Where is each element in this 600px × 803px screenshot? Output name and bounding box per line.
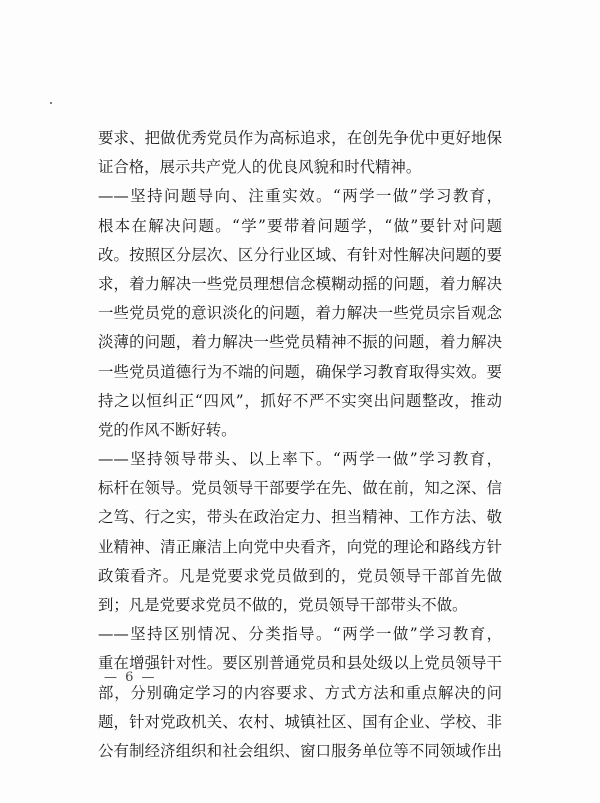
page-number: — 6 — [104,670,157,685]
text-line: 改。按照区分层次、区分行业区域、有针对性解决问题的要 [98,245,502,264]
text-line: 之笃、行之实，带头在政治定力、担当精神、工作方法、敬 [98,508,502,527]
text-line: 业精神、清正廉洁上向党中央看齐，向党的理论和路线方针 [98,537,502,556]
text-line: 持之以恒纠正“四风”，抓好不严不实突出问题整改，推动 [98,391,502,410]
text-line: 部，分别确定学习的内容要求、方式方法和重点解决的问 [98,683,502,702]
text-line: 求，着力解决一些党员理想信念模糊动摇的问题，着力解决 [98,274,502,293]
section-heading-line: ——坚持区别情况、分类指导。“两学一做”学习教育， [98,625,502,644]
text-line: 标杆在领导。党员领导干部要学在先、做在前，知之深、信 [98,479,502,498]
section-heading-line: ——坚持问题导向、注重实效。“两学一做”学习教育， [98,187,502,206]
text-line: 要求、把做优秀党员作为高标追求，在创先争优中更好地保 [98,129,502,147]
text-line: 党的作风不断好转。 [98,420,237,439]
text-line: 重在增强针对性。要区别普通党员和县处级以上党员领导干 [98,654,502,673]
text-line: 一些党员道德行为不端的问题，确保学习教育取得实效。要 [98,362,502,381]
text-line: 题，针对党政机关、农村、城镇社区、国有企业、学校、非 [98,712,502,731]
text-line: 政策看齐。凡是党要求党员做到的，党员领导干部首先做 [98,566,502,585]
text-line: 根本在解决问题。“学”要带着问题学，“做”要针对问题 [98,216,502,235]
text-line: 公有制经济组织和社会组织、窗口服务单位等不同领域作出 [98,741,502,760]
text-line: 到；凡是党要求党员不做的，党员领导干部带头不做。 [98,596,468,614]
text-line: 淡薄的问题，着力解决一些党员精神不振的问题，着力解决 [98,333,502,352]
section-heading-line: ——坚持领导带头、以上率下。“两学一做”学习教育， [98,450,502,469]
text-line: 一些党员党的意识淡化的问题，着力解决一些党员宗旨观念 [98,304,502,323]
document-body [98,124,502,766]
text-line: 证合格，展示共产党人的优良风貌和时代精神。 [98,158,422,177]
scan-speck [50,102,52,104]
